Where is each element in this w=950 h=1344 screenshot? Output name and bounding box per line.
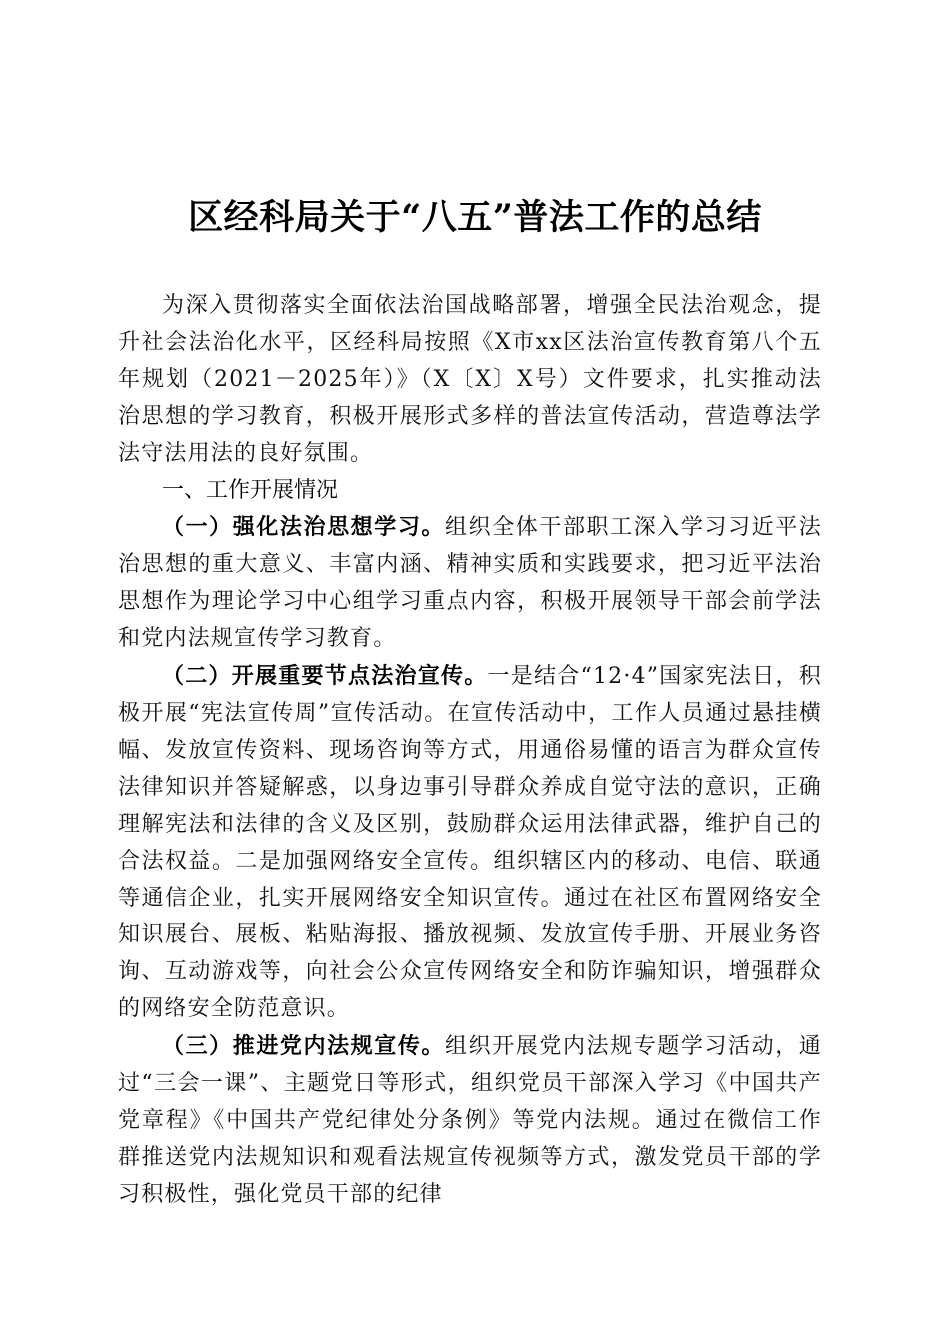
item-lead: （一）强化法治思想学习。 bbox=[162, 514, 446, 541]
item-paragraph bbox=[118, 509, 822, 658]
document-body bbox=[118, 288, 822, 1214]
document-title: 区经科局关于“八五”普法工作的总结 bbox=[188, 197, 762, 238]
intro-paragraph: 为深入贯彻落实全面依法治国战略部署，增强全民法治观念，提升社会法治化水平，区经科局按照《X市xx区法治宣传教育第八个五年规划（2021－2025年）》（X〔X〕X号）文件要求，扎实推动法治思想的学习教育，积极开展形式多样的普法宣传活动，营造尊法学法守法用法的良好氛围。 bbox=[118, 293, 822, 466]
item-text: 组织全体干部职工深入学习习近平法治思想的重大意义、丰富内涵、精神实质和实践要求，把习近平法治思想作为理论学习中心组学习重点内容，积极开展领导干部会前学法和党内法规宣传学习教育。 bbox=[118, 515, 823, 652]
section-heading: 一、工作开展情况 bbox=[162, 477, 339, 503]
item-paragraph bbox=[118, 1028, 822, 1214]
item-lead: （三）推进党内法规宣传。 bbox=[162, 1033, 446, 1060]
item-text: 组织开展党内法规专题学习活动，通过“三会一课”、主题党日等形式，组织党员干部深入学习《中国共产党章程》《中国共产党纪律处分条例》等党内法规。通过在微信工作群推送党内法规知识和观看法规宣传视频等方式，激发党员干部的学习积极性，强化党员干部的纪律 bbox=[118, 1034, 823, 1207]
item-text: 一是结合“12·4”国家宪法日，积极开展“宪法宣传周”宣传活动。在宣传活动中，工作人员通过悬挂横幅、发放宣传资料、现场咨询等方式，用通俗易懂的语言为群众宣传法律知识并答疑解惑，以身边事引导群众养成自觉守法的意识，正确理解宪法和法律的含义及区别，鼓励群众运用法律武器，维护自己的合法权益。二是加强网络安全宣传。组织辖区内的移动、电信、联通等通信企业，扎实开展网络安全知识宣传。通过在社区布置网络安全知识展台、展板、粘贴海报、播放视频、发放宣传手册、开展业务咨询、互动游戏等，向社会公众宣传网络安全和防诈骗知识，增强群众的网络安全防范意识。 bbox=[118, 664, 822, 1022]
item-paragraph bbox=[118, 658, 822, 1028]
item-lead: （二）开展重要节点法治宣传。 bbox=[162, 663, 488, 690]
